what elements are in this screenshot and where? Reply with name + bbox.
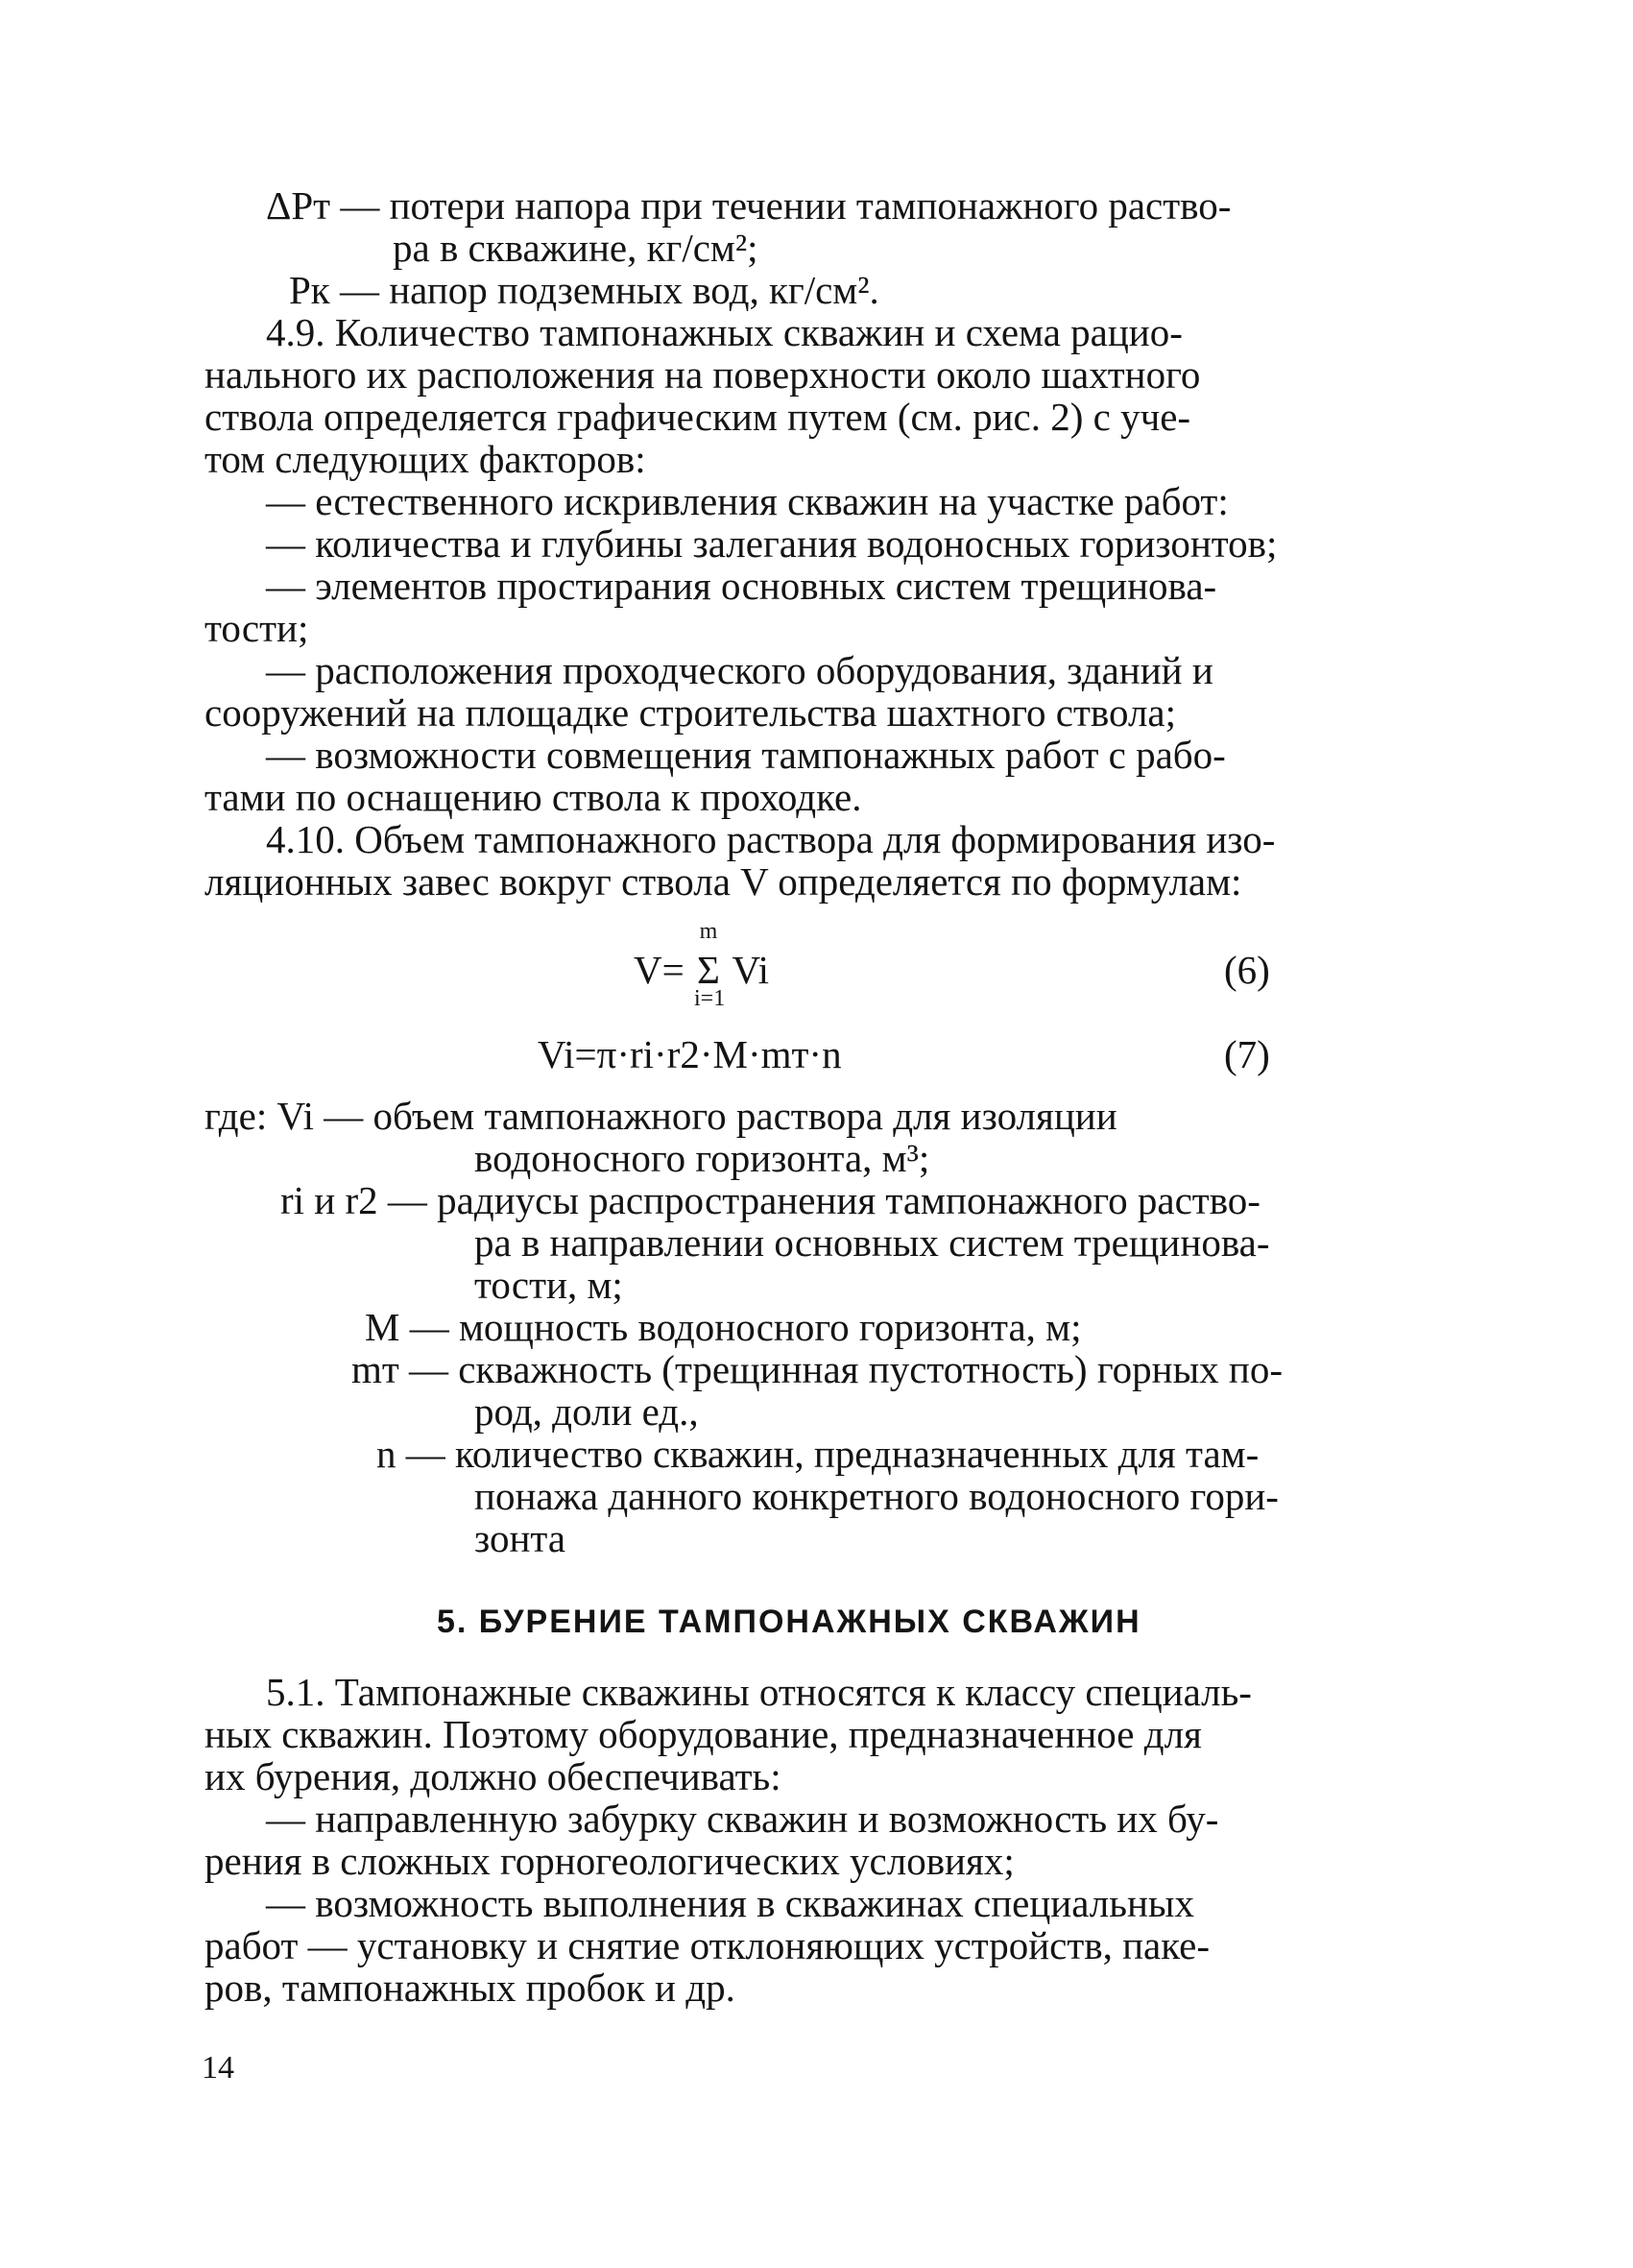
section-heading: 5. БУРЕНИЕ ТАМПОНАЖНЫХ СКВАЖИН [437,1604,1141,1640]
definition-line: тости, м; [474,1263,623,1307]
list-item: — направленную забурку скважин и возможность их бу- [266,1797,1219,1841]
text-line: ΔPт — потери напора при течении тампонажного раство- [266,183,1232,228]
paragraph-4-9-line: нального их расположения на поверхности около шахтного [204,352,1201,397]
formula-6-lhs: V= [634,948,684,992]
list-item: сооружений на площадке строительства шахтного ствола; [204,690,1177,735]
paragraph-4-9-line: том следующих факторов: [204,437,646,481]
paragraph-5-1-line: ных скважин. Поэтому оборудование, предназначенное для [204,1712,1202,1756]
paragraph-4-10-line: ляционных завес вокруг ствола V определяется по формулам: [204,859,1242,904]
list-item: — количества и глубины залегания водоносных горизонтов; [266,521,1278,566]
list-item: рения в сложных горногеологических условиях; [204,1839,1015,1883]
list-item: — естественного искривления скважин на участке работ: [266,479,1229,523]
definition-line: где: Vi — объем тампонажного раствора для изоляции [204,1094,1117,1138]
sum-operator [693,919,726,1011]
text-line: Pк — напор подземных вод, кг/см². [289,268,879,312]
list-item: — элементов простирания основных систем трещинова- [266,564,1217,608]
definition-line: mт — скважность (трещинная пустотность) горных по- [351,1347,1283,1391]
list-item: ров, тампонажных пробок и др. [204,1966,735,2010]
paragraph-5-1-line: их бурения, должно обеспечивать: [204,1754,781,1798]
definition-line: ri и r2 — радиусы распространения тампонажного раство- [280,1178,1261,1222]
text-line: ра в скважине, кг/см²; [393,226,758,270]
page-number: 14 [202,2050,234,2086]
definition-line: понажа данного конкретного водоносного гори- [474,1474,1279,1518]
paragraph-4-10-line: 4.10. Объем тампонажного раствора для формирования изо- [266,817,1276,861]
formula-6-term: Vi [732,948,770,992]
sum-upper-limit: m [699,919,718,944]
paragraph-4-9-line: 4.9. Количество тампонажных скважин и схема рацио- [266,310,1183,354]
definition-line: ра в направлении основных систем трещинова- [474,1220,1270,1265]
list-item: — расположения проходческого оборудования, зданий и [266,648,1213,692]
definition-line: зонта [474,1516,566,1560]
definition-line: водоносного горизонта, м³; [474,1136,930,1180]
definition-line: n — количество скважин, предназначенных для там- [376,1432,1260,1476]
paragraph-4-9-line: ствола определяется графическим путем (см. рис. 2) с уче- [204,395,1191,439]
formula-6 [634,919,770,1011]
sum-lower-limit: i=1 [693,986,726,1011]
list-item: тости; [204,606,309,650]
paragraph-5-1-line: 5.1. Тампонажные скважины относятся к классу специаль- [266,1670,1252,1714]
formula-6-number: (6) [1224,948,1270,992]
definition-line: M — мощность водоносного горизонта, м; [365,1305,1082,1349]
list-item: — возможности совмещения тампонажных работ с рабо- [266,733,1226,777]
sum-symbol: Σ [697,948,720,992]
list-item: тами по оснащению ствола к проходке. [204,775,862,819]
list-item: — возможность выполнения в скважинах специальных [266,1881,1194,1925]
list-item: работ — установку и снятие отклоняющих устройств, паке- [204,1923,1211,1967]
formula-7-number: (7) [1224,1032,1270,1076]
formula-7: Vi=π·ri·r2·M·mт·n [538,1032,842,1076]
definition-line: род, доли ед., [474,1389,699,1434]
